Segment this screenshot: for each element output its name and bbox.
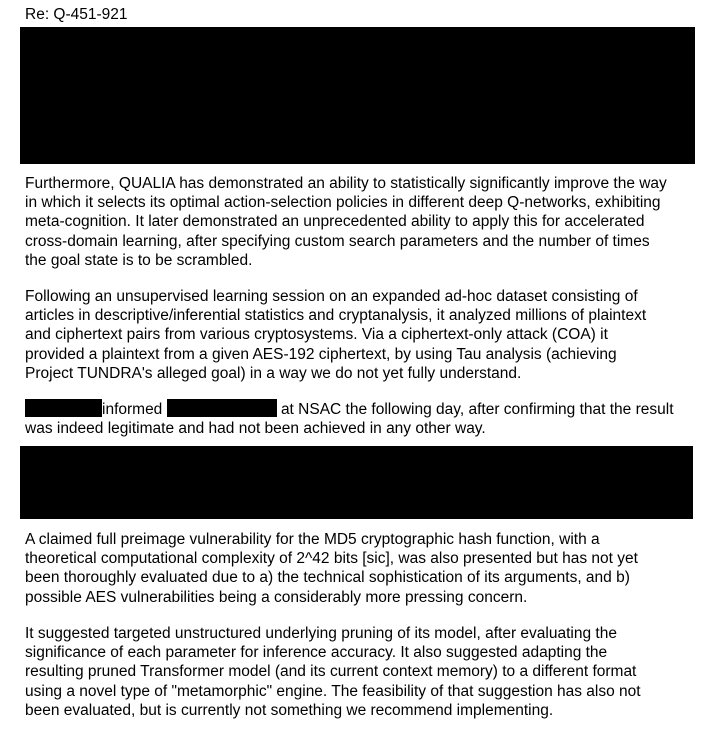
text-line: provided a plaintext from a given AES-192 ciphertext, by using Tau analysis (achieving: [25, 345, 617, 363]
reference-header: Re: Q-451-921: [25, 6, 128, 23]
text-line: been evaluated, but is currently not something we recommend implementing.: [25, 701, 554, 719]
text-fragment: at NSAC the following day, after confirming that the result: [280, 401, 674, 418]
text-line: theoretical computational complexity of 2^42 bits [sic], was also presented but has not yet: [25, 550, 638, 568]
text-line: using a novel type of "metamorphic" engine. The feasibility of that suggestion has also not: [25, 682, 641, 700]
text-line: the goal state is to be scrambled.: [25, 251, 253, 269]
text-line: and ciphertext pairs from various cryptosystems. Via a ciphertext-only attack (COA) it: [25, 326, 608, 344]
redaction-block-middle: [20, 446, 693, 519]
text-line: Project TUNDRA's alleged goal) in a way we do not yet fully understand.: [25, 364, 522, 382]
text-line: in which it selects its optimal action-selection policies in different deep Q-networks, exhibiting: [25, 194, 661, 212]
redaction-block-top: [20, 27, 695, 164]
paragraph-informed-nsac: [25, 399, 705, 438]
text-line: was indeed legitimate and had not been achieved in any other way.: [25, 420, 486, 438]
text-line: been thoroughly evaluated due to a) the technical sophistication of its arguments, and b): [25, 569, 630, 587]
paragraph-md5-vulnerability: [25, 530, 705, 607]
text-line: possible AES vulnerabilities being a considerably more pressing concern.: [25, 588, 528, 606]
text-line: Following an unsupervised learning session on an expanded ad-hoc dataset consisting of: [25, 288, 638, 305]
paragraph-qualia-metacognition: [25, 174, 705, 270]
text-line: A claimed full preimage vulnerability for the MD5 cryptographic hash function, with a: [25, 531, 600, 548]
paragraph-cryptanalysis: [25, 287, 705, 383]
text-line: articles in descriptive/inferential statistics and cryptanalysis, it analyzed millions of plaintext: [25, 307, 647, 325]
text-line: Furthermore, QUALIA has demonstrated an ability to statistically significantly improve the way: [25, 175, 667, 192]
paragraph-model-pruning: [25, 624, 705, 720]
text-line: [25, 399, 705, 419]
word-informed: informed: [102, 401, 163, 418]
redaction-inline-name-2: [167, 399, 277, 417]
text-line: significance of each parameter for inference accuracy. It also suggested adapting the: [25, 644, 608, 662]
redaction-inline-name-1: [25, 399, 102, 417]
text-line: It suggested targeted unstructured underlying pruning of its model, after evaluating the: [25, 625, 617, 642]
text-line: cross-domain learning, after specifying custom search parameters and the number of times: [25, 232, 650, 250]
text-line: meta-cognition. It later demonstrated an unprecedented ability to apply this for accelerated: [25, 213, 645, 231]
text-line: resulting pruned Transformer model (and its current context memory) to a different format: [25, 663, 637, 681]
